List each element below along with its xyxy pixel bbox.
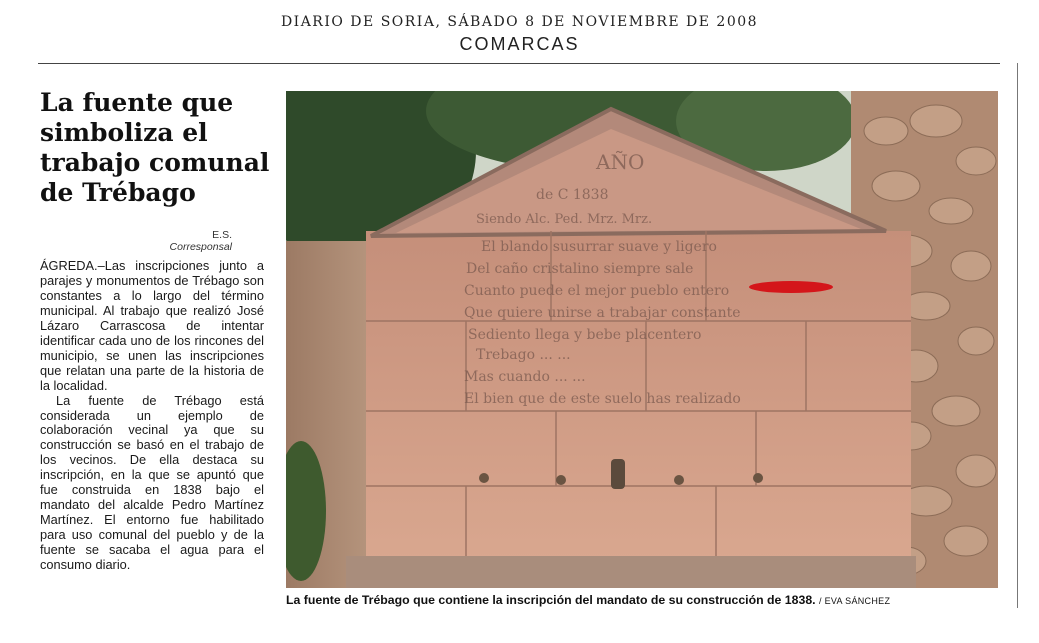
- publication-line: DIARIO DE SORIA, SÁBADO 8 DE NOVIEMBRE DE 2008: [280, 14, 759, 30]
- photo-caption: [286, 593, 998, 607]
- spout: [753, 473, 763, 483]
- inscription-line: El bien que de este suelo has realizado: [464, 391, 741, 407]
- article-paragraph: ÁGREDA.–Las inscripciones junto a parajes y monumentos de Trébago son constantes a lo largo del término municipal. Al trabajo que realizó José Lázaro Carrascosa de intentar identificar cada uno de los rincones del municipio, se unen las inscripciones que relatan una parte de la historia de la localidad.: [40, 258, 264, 393]
- inscription-line: Mas cuando ... ...: [464, 369, 586, 385]
- red-mark: [749, 281, 833, 293]
- inscription-line: El blando susurrar suave y ligero: [481, 239, 717, 255]
- article-paragraph: La fuente de Trébago está considerada un ejemplo de colaboración vecinal ya que su construcción se basó en el trabajo de los vecinos. De ella destaca su inscripción, en la que se apuntó que fue construida en 1838 bajo el mandato del alcalde Pedro Martínez Martínez. El entorno fue habilitado para uso comunal del pueblo y de la fuente se sacaba el agua para el consumo diario.: [40, 392, 264, 573]
- inscription-year-label: AÑO: [596, 150, 645, 174]
- inscription-line: Que quiere unirse a trabajar constante: [464, 305, 741, 321]
- spout: [674, 475, 684, 485]
- byline-author: E.S.: [212, 229, 232, 241]
- basin: [346, 556, 916, 588]
- spout-center: [611, 459, 625, 489]
- byline-role: Corresponsal: [169, 241, 232, 253]
- article-body: [40, 259, 264, 573]
- photo-credit: / EVA SÁNCHEZ: [819, 596, 891, 606]
- page-header: [0, 14, 1039, 55]
- inscription-line: Del caño cristalino siempre sale: [466, 261, 694, 277]
- caption-text: La fuente de Trébago que contiene la inscripción del mandato de su construcción de 1838.: [286, 593, 816, 607]
- inscription-mayor: Siendo Alc. Ped. Mrz. Mrz.: [476, 212, 653, 227]
- header-rule: [38, 63, 1000, 64]
- byline: [40, 229, 232, 253]
- fountain-photo: [286, 91, 998, 588]
- spout: [556, 475, 566, 485]
- inscription-line: Cuanto puede el mejor pueblo entero: [464, 283, 730, 299]
- inscription-line: Sediento llega y bebe placentero: [468, 327, 702, 343]
- section-title: COMARCAS: [459, 34, 580, 54]
- inscription-date: de C 1838: [536, 187, 609, 203]
- column-rule: [1017, 63, 1018, 608]
- inscription-line: Trebago ... ...: [476, 347, 571, 363]
- spout: [479, 473, 489, 483]
- article-headline: La fuente que simboliza el trabajo comunal de Trébago: [40, 88, 270, 207]
